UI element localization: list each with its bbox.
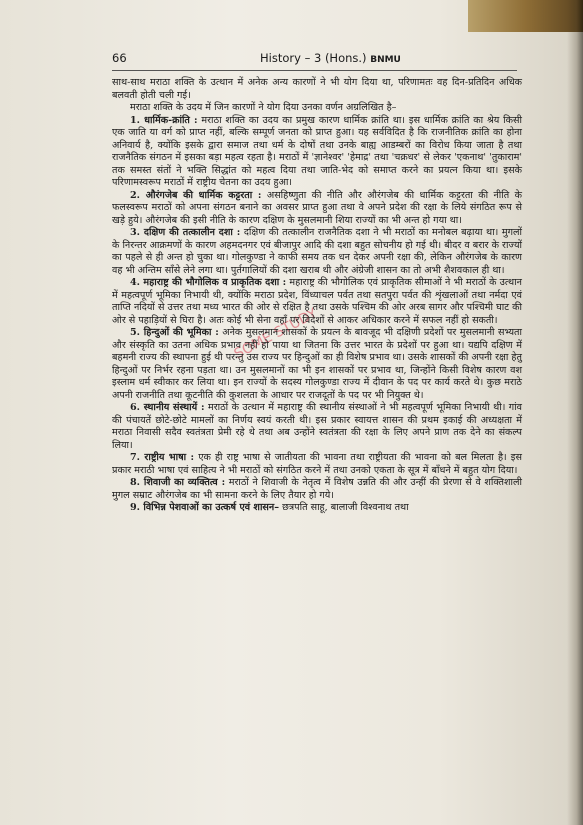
running-title <box>260 51 401 65</box>
book-ribbon-decoration <box>468 0 583 32</box>
header-divider <box>112 70 517 71</box>
running-title-university: BNMU <box>370 55 401 65</box>
running-title-main: History – 3 (Hons.) <box>260 51 367 65</box>
section-text: छत्रपति साहू, बालाजी विश्वनाथ तथा <box>282 502 409 513</box>
section-heading: 2. औरंगजेब की धार्मिक कट्टरता : <box>130 189 262 201</box>
section-paragraph <box>112 327 522 402</box>
section-paragraph <box>112 227 522 277</box>
section-paragraph <box>112 115 522 190</box>
watermark: SOME STUDY <box>231 305 320 363</box>
page-number: 66 <box>112 51 127 65</box>
section-text: अनेक मुसलमान शासकों के प्रयत्न के बावजूद भी दक्षिणी प्रदेशों पर मुसलमानी सभ्यता और संस्कृति का उतना अधिक प्रभाव नहीं हो पाया था जितना कि उत्तर भारत के प्रदेशों पर हुआ था। यद्यपि दक्षिण में बहमनी राज्य की स्थापना हुई थी परन्तु उस राज्य पर हिन्दुओं का ही विशेष प्रभाव था। उसके शासकों की अपनी रक्षा हेतु हिन्दुओं पर निर्भर रहना पड़ता था। उन मुसलमानों का भी इन शासकों पर प्रभाव था, जिन्होंने किसी विशेष कारण वश इस्लाम धर्म स्वीकार कर लिया था। इन राज्यों के सदस्य गोलकुण्डा राज्य में दीवान के पद पर कार्य करते थे। कुछ मराठे अपनी राजनीति तथा कूटनीति की कुशलता के आधार पर राजदूतों के पद पर भी नियुक्त थे। <box>112 327 522 401</box>
paragraph <box>112 77 522 102</box>
paragraph <box>112 102 522 115</box>
section-heading: 5. हिन्दुओं की भूमिका : <box>130 327 219 338</box>
section-heading: 9. विभिन्न पेशवाओं का उत्कर्ष एवं शासन– <box>130 502 280 513</box>
paragraph-text: मराठा शक्ति के उदय में जिन कारणों ने योग दिया उनका वर्णन अग्रलिखित है– <box>130 102 397 113</box>
section-text: असहिष्णुता की नीति और औरंगजेब की धार्मिक कट्टरता की नीति के फलस्वरूप मराठों को अपना संगठन बनाने का अवसर प्राप्त हुआ तथा वे अपने प्रदेश की रक्षा के लिये संगठित रूप से खड़े हुये। औरंगजेब की इसी नीति के कारण दक्षिण के मुसलमानी शिया राज्यों का भी अन्त हो गया था। <box>112 189 522 226</box>
section-paragraph <box>112 502 522 515</box>
section-heading: 7. राष्ट्रीय भाषा : <box>130 452 195 463</box>
section-heading: 1. धार्मिक-क्रांति : <box>130 114 198 126</box>
section-text: मराठों ने शिवाजी के नेतृत्व में विशेष उन्नति की और उन्हीं की प्रेरणा से वे शक्तिशाली मुगल सम्राट औरंगजेब का भी सामना करने के लिए तैयार हो गये। <box>112 477 522 501</box>
section-heading: 6. स्थानीय संस्थायें : <box>130 402 205 413</box>
section-text: मराठों के उत्थान में महाराष्ट्र की स्थानीय संस्थाओं ने भी महत्वपूर्ण भूमिका निभायी थी। गांव की पंचायतें छोटे-छोटे मामलों का निर्णय स्वयं करती थी। इस प्रकार स्वायत्त शासन की प्रथम इकाई की अध्यक्षता में मराठा निवासी सदैव स्वतंत्रता प्रेमी रहे थे तथा अब उन्होंने स्वतंत्रता की रक्षा के लिए अपने प्राण तक देने का संकल्प लिया। <box>112 402 522 451</box>
paragraph-text: साथ-साथ मराठा शक्ति के उत्थान में अनेक अन्य कारणों ने भी योग दिया था, परिणामतः वह दिन-प्रतिदिन अधिक बलवती होती चली गई। <box>112 77 522 101</box>
body-text <box>112 77 522 515</box>
section-paragraph <box>112 452 522 477</box>
section-text: एक ही राष्ट्र भाषा से जातीयता की भावना तथा राष्ट्रीयता की भावना को बल मिलता है। इस प्रकार मराठी भाषा एवं साहित्य ने भी मराठों को संगठित करने में तथा उनको एकता के सूत्र में बाँधने में बहुत योग दिया। <box>112 452 522 476</box>
page-header <box>112 51 512 71</box>
section-heading: 8. शिवाजी का व्यक्तित्व : <box>130 477 226 488</box>
page-binding-shadow <box>567 0 583 825</box>
section-paragraph <box>112 477 522 502</box>
section-paragraph <box>112 277 522 327</box>
section-heading: 4. महाराष्ट्र की भौगोलिक व प्राकृतिक दशा : <box>130 277 287 288</box>
section-heading: 3. दक्षिण की तत्कालीन दशा : <box>130 227 241 238</box>
section-text: दक्षिण की तत्कालीन राजनैतिक दशा ने भी मराठों का मनोबल बढ़ाया था। मुगलों के निरन्तर आक्रमणों के कारण अहमदनगर एवं बीजापुर आदि की दशा बहुत सोचनीय हो गई थी। बीदर व बरार के राज्यों का पहले से ही अन्त हो चुका था। गोलकुण्डा ने काफी समय तक धन देकर अपनी रक्षा की, लेकिन औरंगजेब के कारण वह भी अन्तिम साँसे लेने लगा था। पुर्तगालियों की दशा खराब थी और अंग्रेजी शासन का तो अभी शैशवकाल ही था। <box>112 227 522 276</box>
section-paragraph <box>112 402 522 452</box>
section-text: महाराष्ट्र की भौगोलिक एवं प्राकृतिक सीमाओं ने भी मराठों के उत्थान में महत्वपूर्ण भूमिका निभायी थी, क्योंकि मराठा प्रदेश, विंध्याचल पर्वत तथा सतपुरा पर्वत की शृंखलाओं तथा नर्मदा एवं ताप्ति नदियों से उत्तर तथा मध्य भारत की ओर से रक्षित है तथा उसके पश्चिम की ओर अरब सागर और पश्चिमी घाट की ओर से पहाड़ियों से घिरा है। अतः कोई भी सेना वहाँ पर विदेशों से आकर अधिकार करने में सफल नहीं हो सकती। <box>112 277 522 326</box>
section-paragraph <box>112 190 522 228</box>
section-text: मराठा शक्ति का उदय का प्रमुख कारण धार्मिक क्रांति था। इस धार्मिक क्रांति का श्रेय किसी एक जाति या वर्ग को प्राप्त नहीं, बल्कि सम्पूर्ण जनता को प्राप्त हुआ। यह सर्वविदित है कि राजनीतिक क्रांति का होना अनिवार्य है, क्योंकि इसके द्वारा समाज तथा धर्म के दोषों तथा उनके बाह्य आडम्बरों का विरोध किया जाता है तथा राजनैतिक संगठन में इसका बड़ा महत्व रहता है। मराठों में 'ज्ञानेश्वर' 'हेमाद्र' तथा 'चक्रधर' से लेकर 'एकनाथ' 'तुकाराम' तक समस्त संतों ने भक्ति सिद्धांत को महत्व दिया तथा जाति-भेद को समाप्त करने का प्रयत्न किया था। इसके परिणामस्वरूप मराठों में राष्ट्रीय चेतना का उदय हुआ। <box>112 114 522 188</box>
